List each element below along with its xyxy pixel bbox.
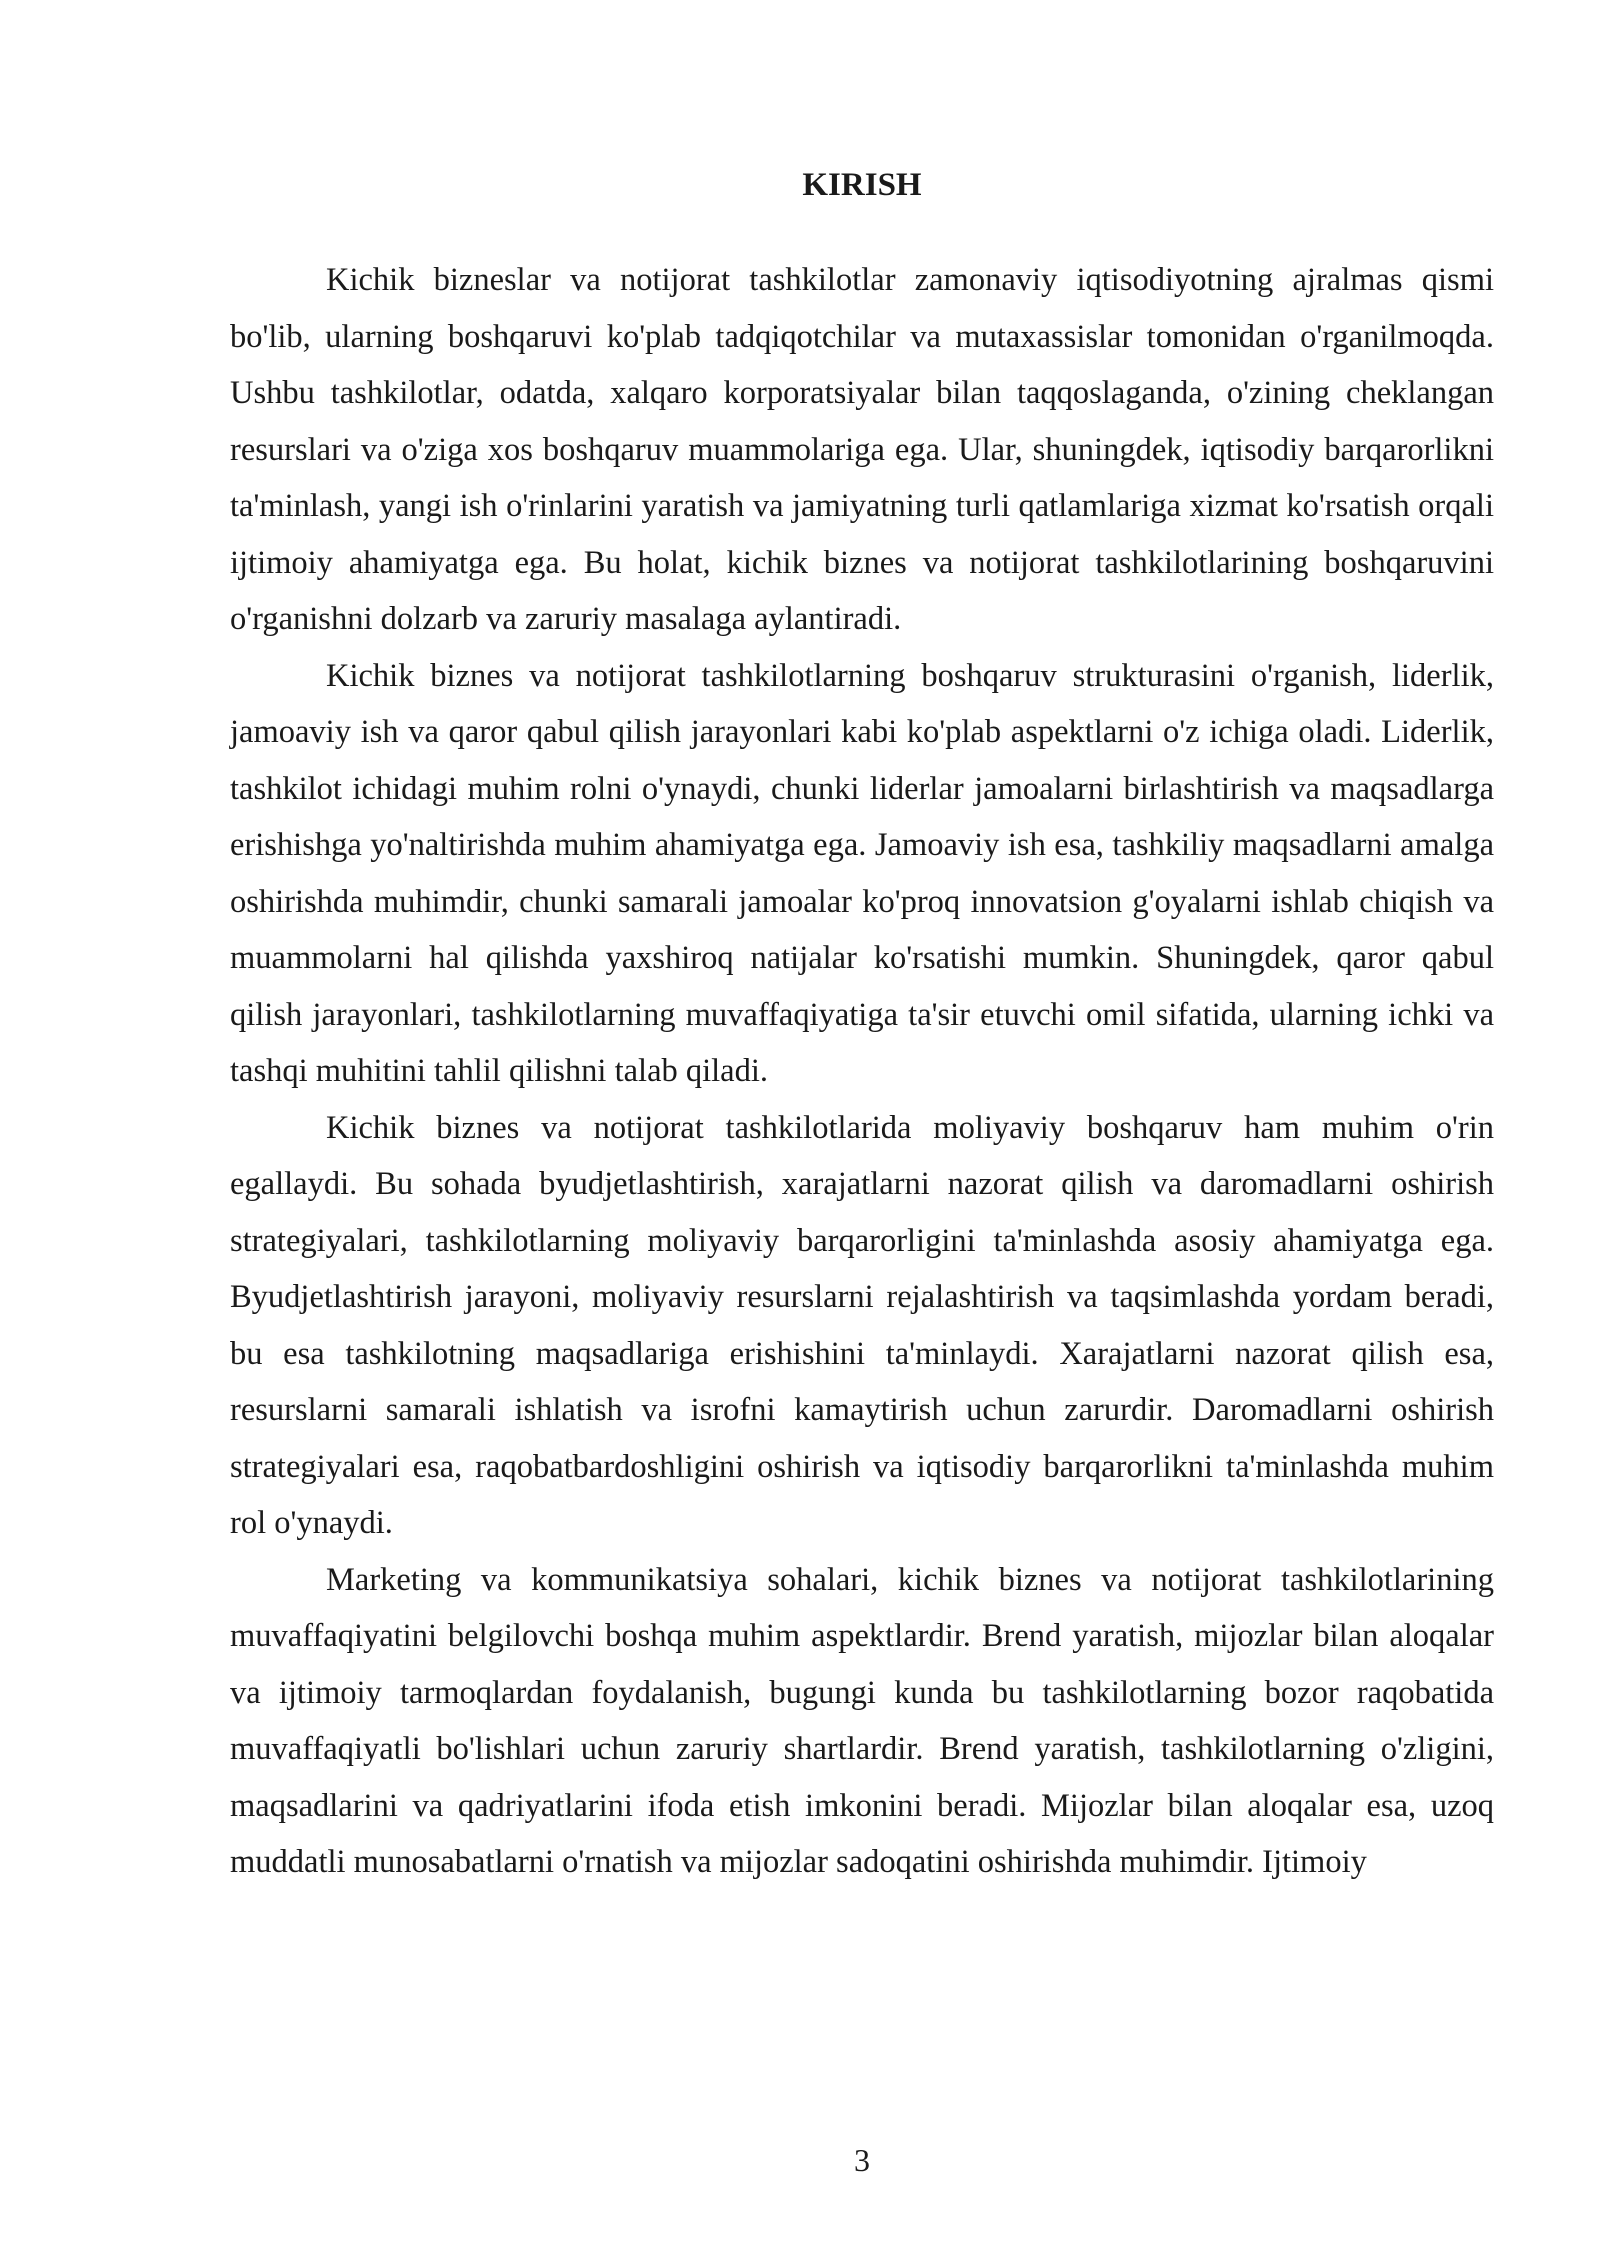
body-text: [230, 252, 1494, 1891]
paragraph-3: Kichik biznes va notijorat tashkilotlarida moliyaviy boshqaruv ham muhim o'rin egallaydi. Bu sohada byudjetlashtirish, xarajatlarni nazorat qilish va daromadlarni oshirish strategiyalari, tashkilotlarning moliyaviy barqarorligini ta'minlashda asosiy ahamiyatga ega. Byudjetlashtirish jarayoni, moliyaviy resurslarni rejalashtirish va taqsimlashda yordam beradi, bu esa tashkilotning maqsadlariga erishishini ta'minlaydi. Xarajatlarni nazorat qilish esa, resurslarni samarali ishlatish va isrofni kamaytirish uchun zarurdir. Daromadlarni oshirish strategiyalari esa, raqobatbardoshligini oshirish va iqtisodiy barqarorlikni ta'minlashda muhim rol o'ynaydi.: [230, 1109, 1494, 1541]
paragraph-4: Marketing va kommunikatsiya sohalari, kichik biznes va notijorat tashkilotlarining muvaffaqiyatini belgilovchi boshqa muhim aspektlardir. Brend yaratish, mijozlar bilan aloqalar va ijtimoiy tarmoqlardan foydalanish, bugungi kunda bu tashkilotlarning bozor raqobatida muvaffaqiyatli bo'lishlari uchun zaruriy shartlardir. Brend yaratish, tashkilotlarning o'zligini, maqsadlarini va qadriyatlarini ifoda etish imkonini beradi. Mijozlar bilan aloqalar esa, uzoq muddatli munosabatlarni o'rnatish va mijozlar sadoqatini oshirishda muhimdir. Ijtimoiy: [230, 1561, 1494, 1880]
paragraph-2: Kichik biznes va notijorat tashkilotlarning boshqaruv strukturasini o'rganish, liderlik, jamoaviy ish va qaror qabul qilish jarayonlari kabi ko'plab aspektlarni o'z ichiga oladi. Liderlik, tashkilot ichidagi muhim rolni o'ynaydi, chunki liderlar jamoalarni birlashtirish va maqsadlarga erishishga yo'naltirishda muhim ahamiyatga ega. Jamoaviy ish esa, tashkiliy maqsadlarni amalga oshirishda muhimdir, chunki samarali jamoalar ko'proq innovatsion g'oyalarni ishlab chiqish va muammolarni hal qilishda yaxshiroq natijalar ko'rsatishi mumkin. Shuningdek, qaror qabul qilish jarayonlari, tashkilotlarning muvaffaqiyatiga ta'sir etuvchi omil sifatida, ularning ichki va tashqi muhitini tahlil qilishni talab qiladi.: [230, 657, 1494, 1089]
paragraph-1: Kichik bizneslar va notijorat tashkilotlar zamonaviy iqtisodiyotning ajralmas qismi bo'lib, ularning boshqaruvi ko'plab tadqiqotchilar va mutaxassislar tomonidan o'rganilmoqda. Ushbu tashkilotlar, odatda, xalqaro korporatsiyalar bilan taqqoslaganda, o'zining cheklangan resurslari va o'ziga xos boshqaruv muammolariga ega. Ular, shuningdek, iqtisodiy barqarorlikni ta'minlash, yangi ish o'rinlarini yaratish va jamiyatning turli qatlamlariga xizmat ko'rsatish orqali ijtimoiy ahamiyatga ega. Bu holat, kichik biznes va notijorat tashkilotlarining boshqaruvini o'rganishni dolzarb va zaruriy masalaga aylantiradi.: [230, 262, 1494, 637]
page-title: KIRISH: [802, 167, 922, 203]
page-number: 3: [854, 2142, 870, 2178]
